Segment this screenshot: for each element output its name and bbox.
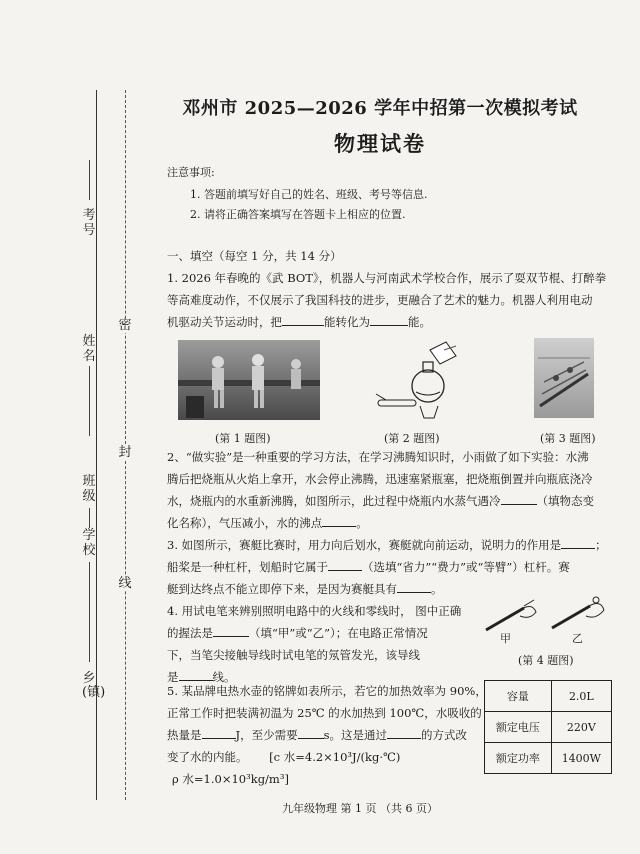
field-exam-number: 考号: [82, 208, 96, 238]
q1-line-2: 等高难度动作，不仅展示了我国科技的进步，更融合了艺术的魅力。机器人利用电动: [167, 293, 593, 307]
q1-line-3-part-b: 能转化为: [324, 315, 370, 329]
q3-line-2: [167, 556, 570, 578]
field-school-underline: [89, 562, 90, 662]
q5-line-5: ρ 水=1.0×10³kg/m³]: [172, 772, 289, 786]
field-class: 班级: [82, 474, 96, 504]
q2-blank-1[interactable]: [501, 504, 537, 505]
figure-3-caption: (第 3 题图): [540, 432, 596, 445]
spec-table: [484, 680, 612, 774]
q1-line-1: 1. 2026 年春晚的《武 BOT》，机器人与河南武术学校合作，展示了耍双节棍、打醉拳: [167, 271, 607, 285]
q1-line-3: [167, 311, 431, 333]
figure-2-caption: (第 2 题图): [384, 432, 440, 445]
q5-line-1: 5. 某品牌电热水壶的铭牌如表所示，若它的加热效率为 90%，: [167, 684, 487, 698]
q3-line-2-part-b: （选填“省力”“费力”或“等臂”）杠杆。赛: [362, 560, 570, 574]
field-exam-number-underline: [89, 160, 90, 200]
seal-char-feng: 封: [118, 445, 132, 460]
figure-1-caption: (第 1 题图): [215, 432, 271, 445]
q2-line-4-part-a: 化名称），气压减小，水的沸点: [167, 516, 323, 530]
q5-line-4: [167, 746, 400, 768]
q4-line-2-part-a: 的握法是: [167, 626, 213, 640]
field-school: 学校: [82, 528, 96, 558]
q5-blank-1[interactable]: [202, 738, 236, 739]
field-name-underline: [89, 366, 90, 436]
spec-row-capacity: [485, 681, 612, 712]
q3-line-1-part-a: 3. 如图所示，赛艇比赛时，用力向后划水，赛艇就向前运动，说明力的作用是: [167, 538, 562, 552]
spec-label-voltage: 额定电压: [485, 712, 552, 743]
q5-blank-3[interactable]: [387, 738, 421, 739]
q5-line-3-part-a: 热量是: [167, 728, 202, 742]
q5-line-4-part-b: [c 水=4.2×10³J/(kg·℃): [269, 750, 401, 764]
notes-item-2: 2. 请将正确答案填写在答题卡上相应的位置.: [190, 208, 406, 221]
q2-line-3-part-b: （填物态变: [536, 494, 594, 508]
spec-value-capacity: 2.0L: [551, 681, 611, 712]
exam-title: 邓州市 2025—2026 学年中招第一次模拟考试: [182, 98, 578, 119]
q2-line-4-part-b: 。: [356, 516, 368, 530]
q5-line-3-part-d: 的方式改: [421, 728, 468, 742]
q5-line-2: 正常工作时把装满初温为 25℃ 的水加热到 100℃，水吸收的: [167, 706, 482, 720]
q2-line-3-part-a: 水，烧瓶内的水重新沸腾，如图所示，此过程中烧瓶内水蒸气遇冷: [167, 494, 501, 508]
spec-label-power: 额定功率: [485, 743, 552, 774]
q4-line-1: 4. 用试电笔来辨别照明电路中的火线和零线时， 图中正确: [167, 604, 462, 618]
q2-line-4: [167, 512, 368, 534]
spec-row-voltage: [485, 712, 612, 743]
q4-line-2-part-b: （填“甲”或“乙”）；在电路正常情况: [249, 626, 428, 640]
q3-line-3: [167, 578, 443, 600]
q2-line-2: 腾后把烧瓶从火焰上拿开，水会停止沸腾，迅速塞紧瓶塞，把烧瓶倒置并向瓶底浇冷: [167, 472, 593, 486]
q3-blank-3[interactable]: [397, 592, 431, 593]
q3-line-1-part-b: ；: [595, 538, 607, 552]
spec-label-capacity: 容量: [485, 681, 552, 712]
q4-line-2: [167, 622, 428, 644]
figure-2-flask-diagram: [372, 340, 482, 420]
figure-3-rowing-photo: [534, 338, 594, 418]
q3-blank-1[interactable]: [561, 548, 595, 549]
q5-line-3: [167, 724, 467, 746]
q2-blank-2[interactable]: [322, 526, 356, 527]
q5-line-3-part-b: J，至少需要: [235, 728, 298, 742]
robot-photo-icon: [178, 340, 320, 420]
q3-line-3-part-a: 艇到达终点不能立即停下来，是因为赛艇具有: [167, 582, 397, 596]
section-heading: 一、填空（每空 1 分，共 14 分）: [167, 249, 342, 263]
figure-4-label-jia: 甲: [500, 632, 511, 645]
q1-line-3-part-a: 机驱动关节运动时，把: [167, 315, 282, 329]
figure-4-caption: (第 4 题图): [518, 654, 574, 667]
notes-heading: 注意事项:: [167, 166, 215, 179]
q5-line-3-part-c: s。这是通过: [323, 728, 388, 742]
rowing-photo-icon: [534, 338, 594, 418]
q3-line-2-part-a: 船桨是一种杠杆，划船时它属于: [167, 560, 328, 574]
field-class-underline: [89, 508, 90, 528]
field-township: 乡(镇): [82, 671, 106, 700]
q3-line-1: [167, 534, 607, 556]
spec-row-power: [485, 743, 612, 774]
q4-blank-1[interactable]: [213, 636, 249, 637]
q1-blank-2[interactable]: [370, 325, 408, 326]
q5-line-4-part-a: 变了水的内能。: [167, 750, 248, 764]
figure-1-robot-photo: [178, 340, 320, 420]
q3-blank-2[interactable]: [328, 570, 362, 571]
q4-line-4-part-a: 是: [167, 670, 179, 684]
q2-line-3: [167, 490, 594, 512]
q4-line-3: 下，当笔尖接触导线时试电笔的氖管发光，该导线: [167, 648, 420, 662]
notes-item-1: 1. 答题前填写好自己的姓名、班级、考号等信息.: [190, 188, 428, 201]
q1-blank-1[interactable]: [282, 325, 324, 326]
q3-line-3-part-b: 。: [431, 582, 443, 596]
q1-line-3-part-c: 能。: [408, 315, 431, 329]
spec-value-voltage: 220V: [551, 712, 611, 743]
field-name: 姓名: [82, 334, 96, 364]
q5-blank-2[interactable]: [298, 738, 324, 739]
q4-line-4-part-b: 线。: [212, 670, 236, 684]
page-footer: 九年级物理 第 1 页 （共 6 页）: [282, 802, 438, 815]
spec-value-power: 1400W: [551, 743, 611, 774]
q2-line-1: 2、“做实验”是一种重要的学习方法，在学习沸腾知识时，小雨做了如下实验：水沸: [167, 450, 589, 464]
seal-char-mi: 密: [118, 318, 132, 333]
exam-subtitle: 物理试卷: [334, 131, 426, 156]
figure-4-label-yi: 乙: [572, 632, 583, 645]
seal-char-xian: 线: [118, 576, 132, 591]
